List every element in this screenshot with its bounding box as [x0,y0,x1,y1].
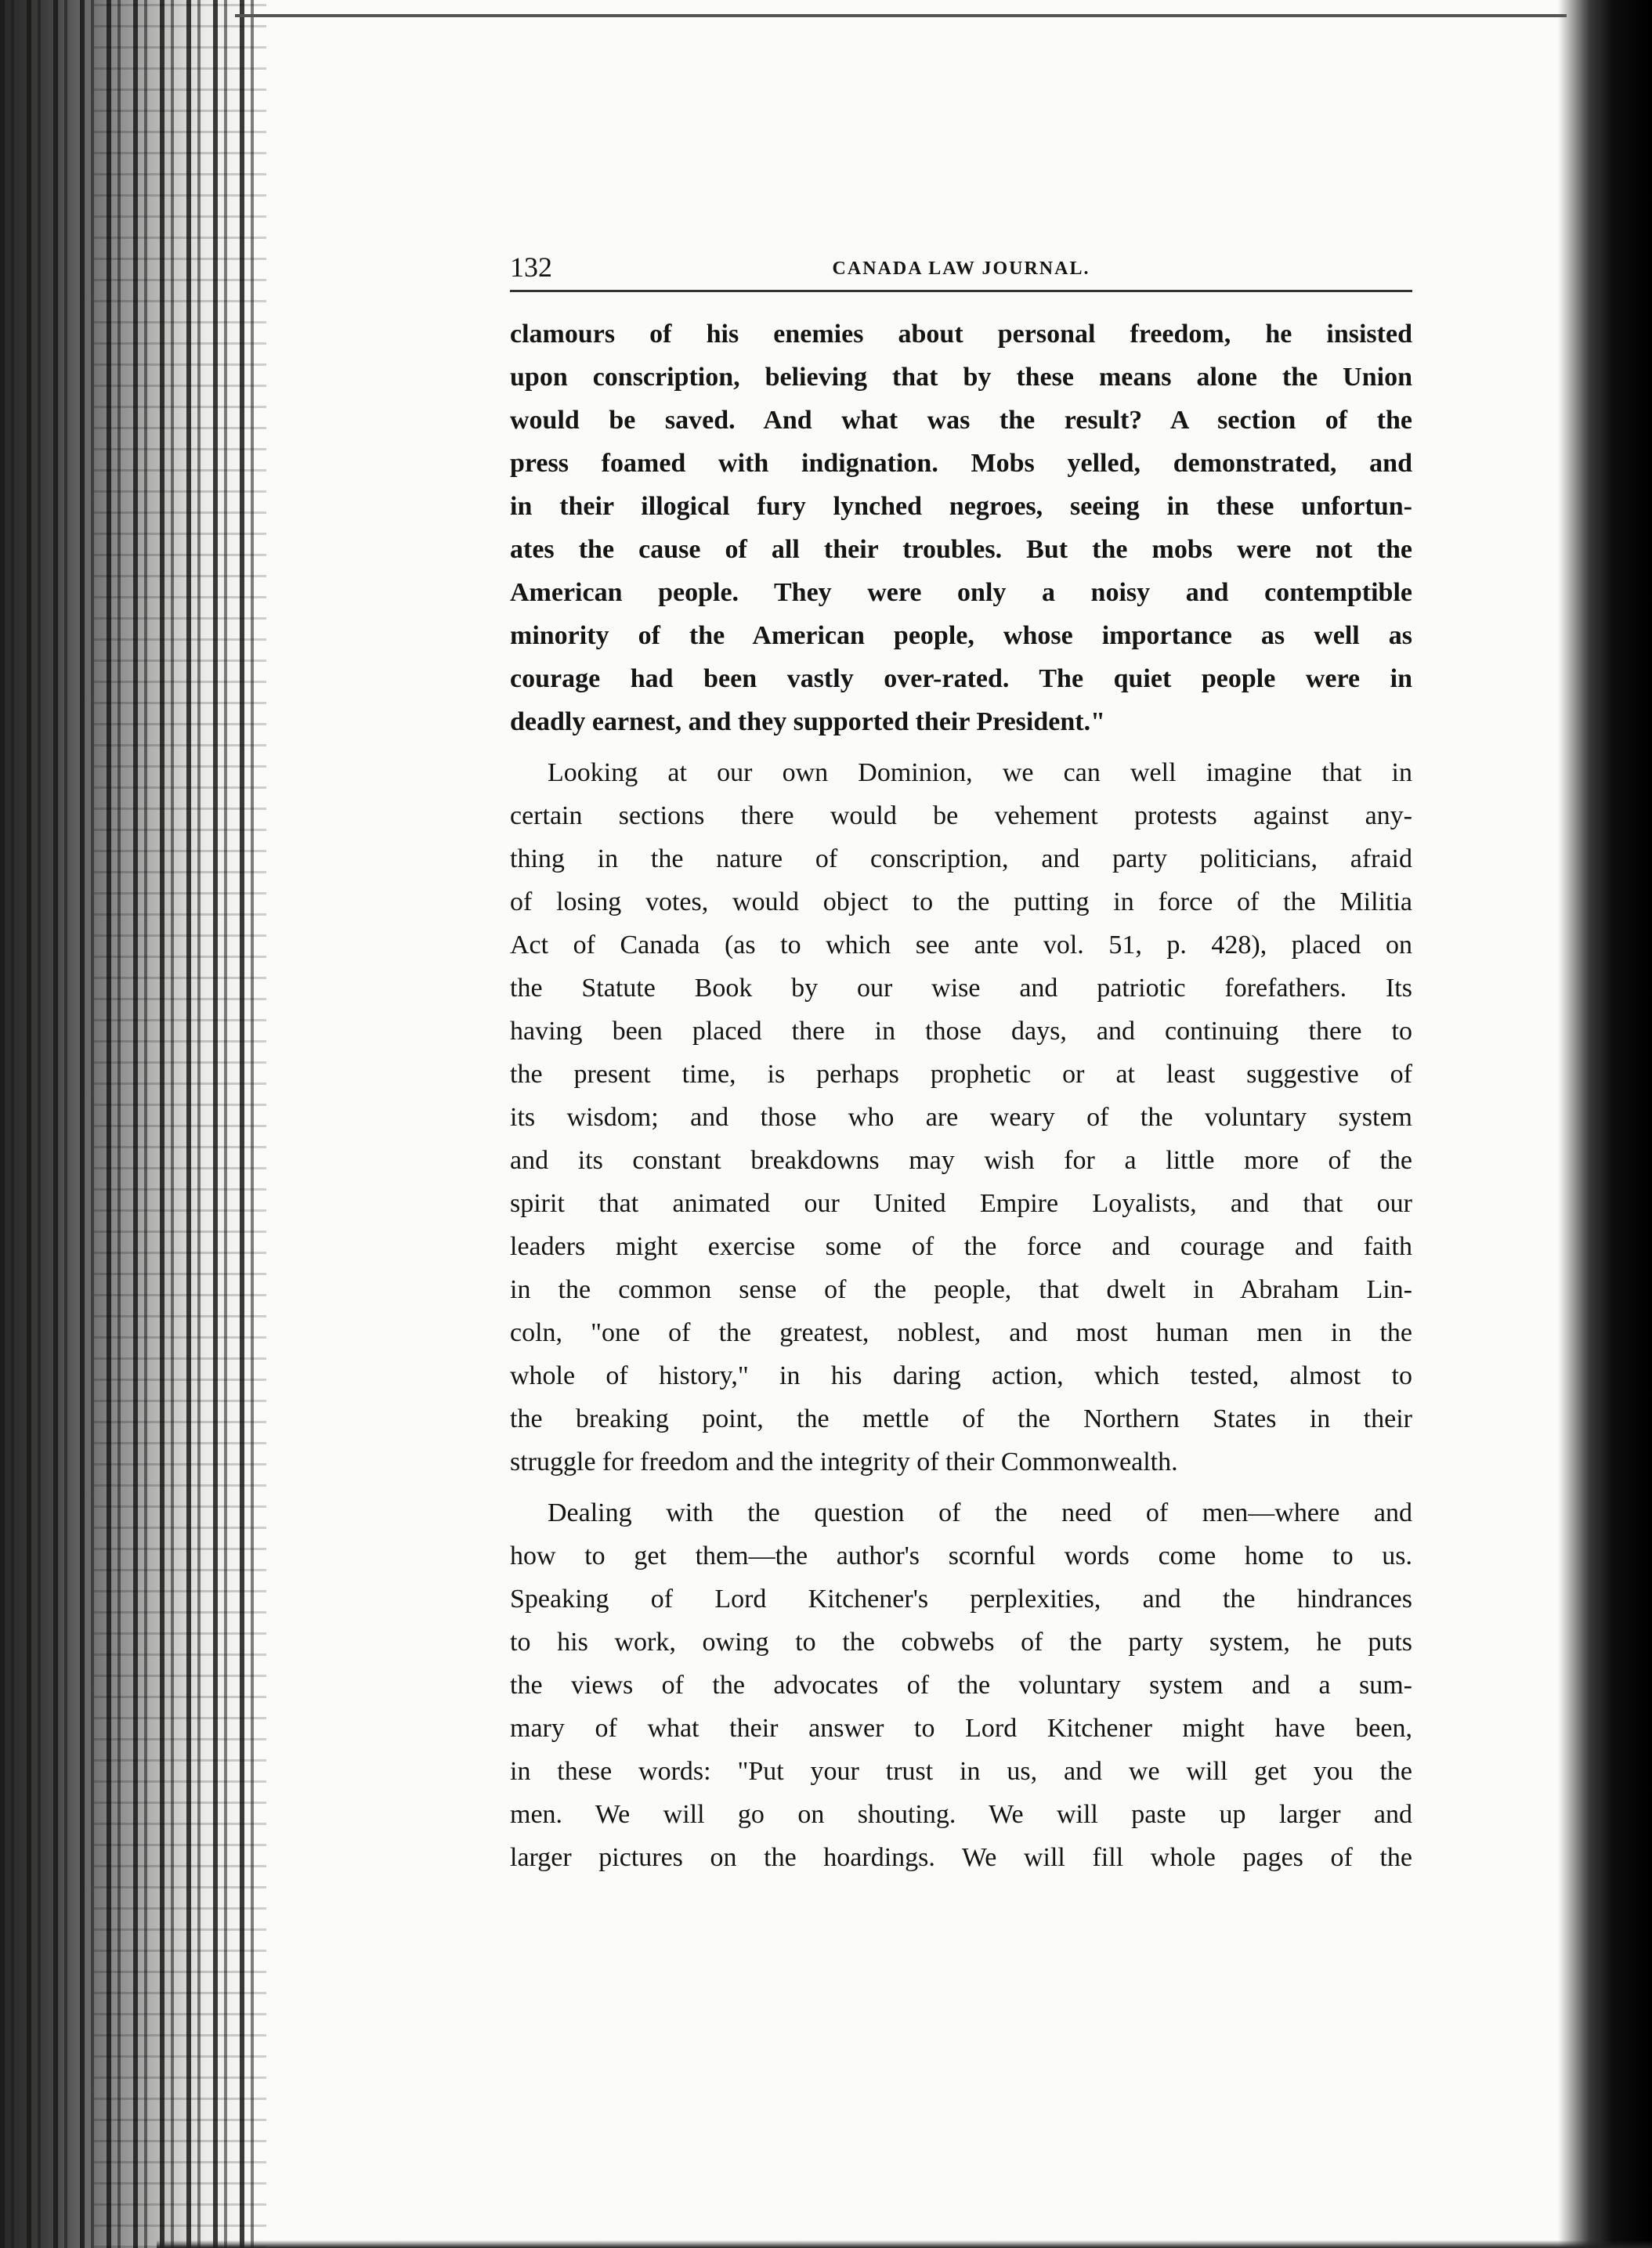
page-number: 132 [510,251,552,283]
text-line: thing in the nature of conscription, and party politicians, afraid [510,844,1412,873]
text-line: to his work, owing to the cobwebs of the party system, he puts [510,1628,1412,1657]
left-gutter-texture [94,0,266,2248]
page-body [510,251,1412,1887]
text-line: leaders might exercise some of the force and courage and faith [510,1232,1412,1261]
text-line: how to get them—the author's scornful words come home to us. [510,1541,1412,1570]
text-line: press foamed with indignation. Mobs yelled, demonstrated, and [510,449,1412,478]
text-line: the present time, is perhaps prophetic or at least suggestive of [510,1060,1412,1089]
text-line: the breaking point, the mettle of the Northern States in their [510,1404,1412,1433]
journal-title: CANADA LAW JOURNAL. [832,258,1090,279]
text-line: in the common sense of the people, that dwelt in Abraham Lin- [510,1275,1412,1304]
text-line: Speaking of Lord Kitchener's perplexities, and the hindrances [510,1585,1412,1614]
text-line: minority of the American people, whose importance as well as [510,621,1412,650]
text-line: in their illogical fury lynched negroes, seeing in these unfortun- [510,492,1412,521]
text-line: American people. They were only a noisy and contemptible [510,578,1412,607]
text-line: spirit that animated our United Empire Loyalists, and that our [510,1189,1412,1218]
paragraph-1 [510,313,1412,743]
paragraph-2 [510,751,1412,1484]
running-head [510,251,1412,292]
text-line: clamours of his enemies about personal freedom, he insisted [510,320,1412,349]
paragraph-3 [510,1491,1412,1879]
text-line: Act of Canada (as to which see ante vol. 51, p. 428), placed on [510,931,1412,960]
right-edge-shadow [1558,0,1652,2248]
text-line: struggle for freedom and the integrity of their Commonwealth. [510,1447,1178,1476]
text-line: men. We will go on shouting. We will paste up larger and [510,1800,1412,1829]
text-line: certain sections there would be vehement protests against any- [510,801,1412,830]
text-line: courage had been vastly over-rated. The quiet people were in [510,664,1412,693]
bottom-page-edge [157,2240,1652,2248]
text-line: having been placed there in those days, and continuing there to [510,1017,1412,1046]
text-line: whole of history," in his daring action, which tested, almost to [510,1361,1412,1390]
text-line: Looking at our own Dominion, we can well imagine that in [548,758,1412,787]
text-line: upon conscription, believing that by these means alone the Union [510,363,1412,392]
text-line: the views of the advocates of the voluntary system and a sum- [510,1671,1412,1700]
text-line: deadly earnest, and they supported their President." [510,707,1105,736]
text-line: its wisdom; and those who are weary of the voluntary system [510,1103,1412,1132]
text-line: coln, "one of the greatest, noblest, and most human men in the [510,1318,1412,1347]
text-line: the Statute Book by our wise and patriotic forefathers. Its [510,974,1412,1003]
text-line: Dealing with the question of the need of men—where and [548,1498,1412,1527]
text-line: in these words: "Put your trust in us, and we will get you the [510,1757,1412,1786]
top-page-edge [235,14,1567,17]
text-line: mary of what their answer to Lord Kitchener might have been, [510,1714,1412,1743]
text-line: of losing votes, would object to the putting in force of the Militia [510,887,1412,916]
text-line: larger pictures on the hoardings. We will fill whole pages of the [510,1843,1412,1872]
text-line: would be saved. And what was the result? A section of the [510,406,1412,435]
text-line: and its constant breakdowns may wish for a little more of the [510,1146,1412,1175]
text-line: ates the cause of all their troubles. But the mobs were not the [510,535,1412,564]
